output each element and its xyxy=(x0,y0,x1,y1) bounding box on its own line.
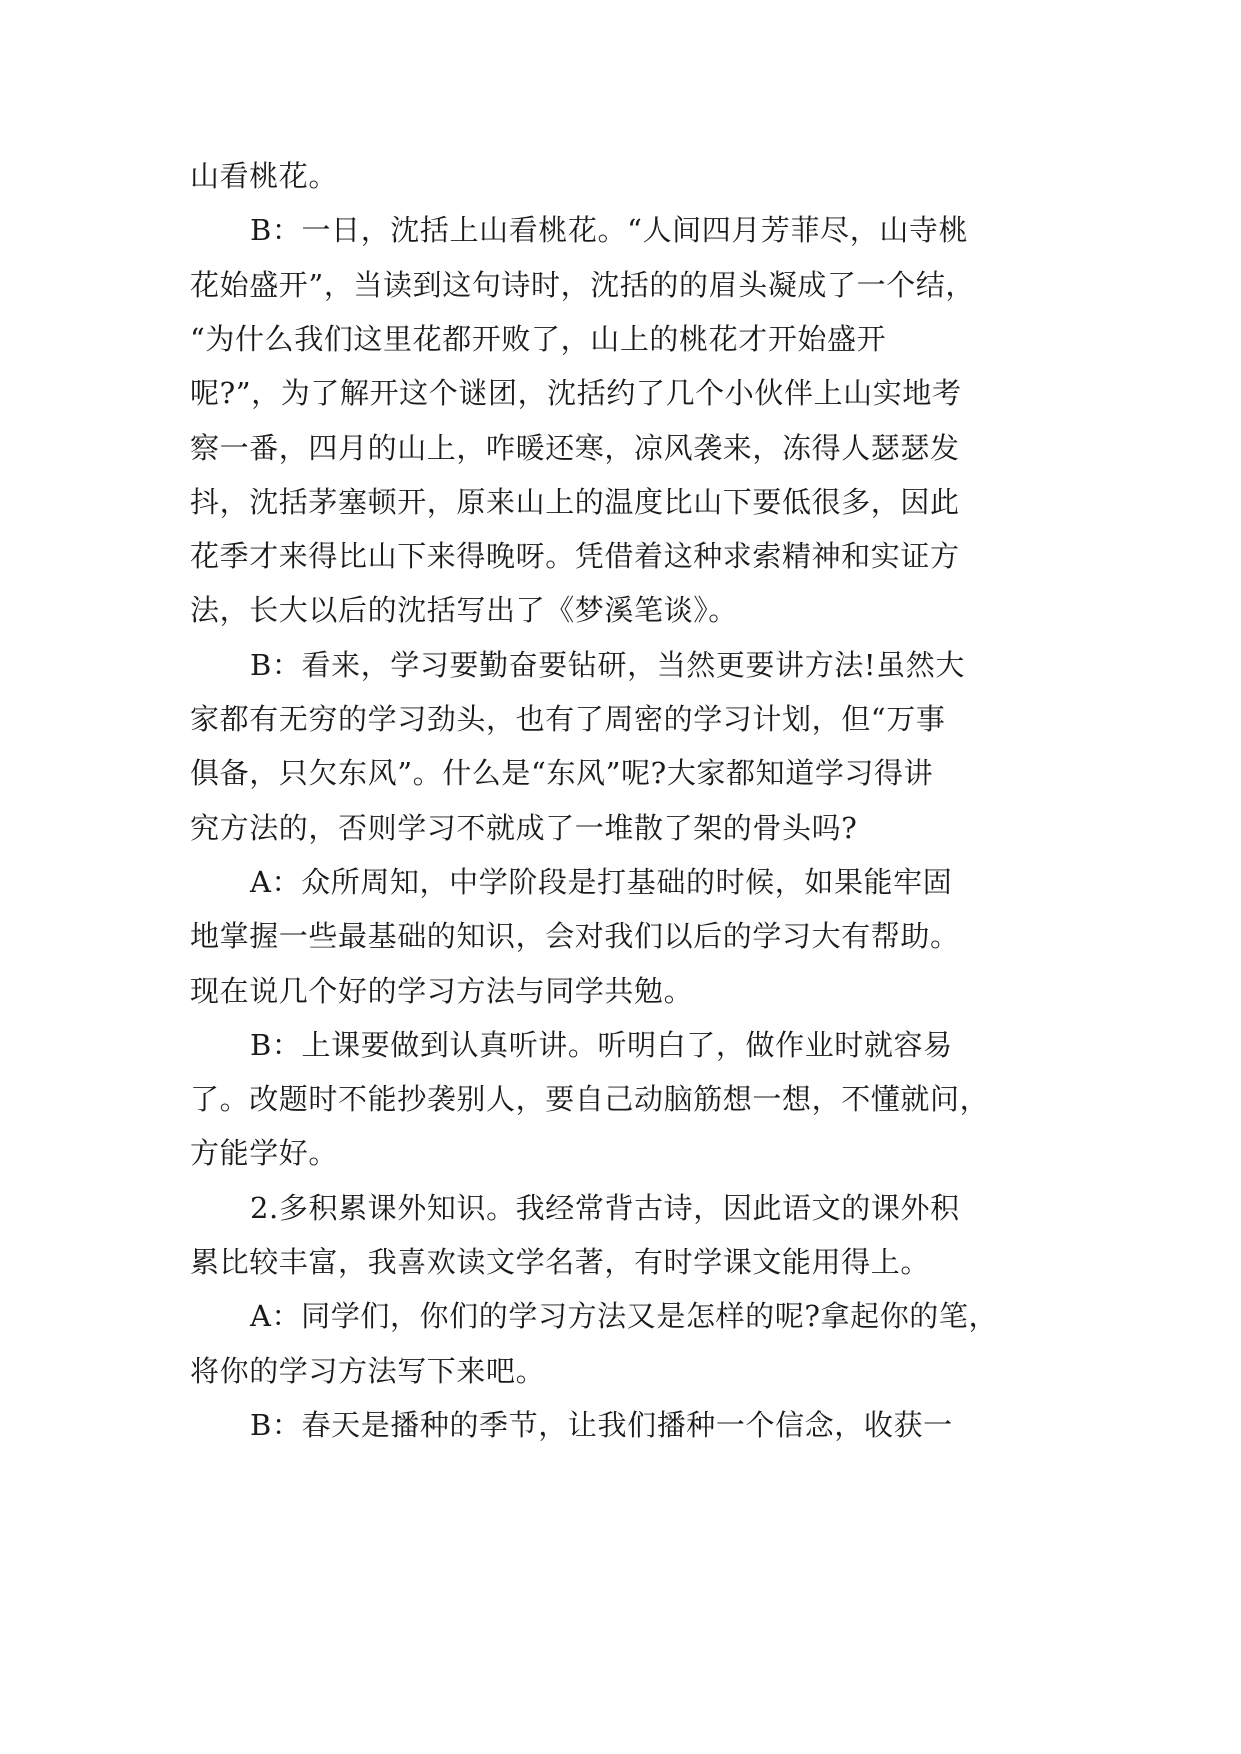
text-line: 累比较丰富，我喜欢读文学名著，有时学课文能用得上。 xyxy=(190,1245,931,1279)
text-line: 了。改题时不能抄袭别人，要自己动脑筋想一想，不懂就问， xyxy=(190,1082,990,1117)
text-line: A：同学们，你们的学习方法又是怎样的呢?拿起你的笔， xyxy=(250,1299,999,1334)
text-line: 呢?”，为了解开这个谜团，沈括约了几个小伙伴上山实地考 xyxy=(190,376,962,411)
text-line: 将你的学习方法写下来吧。 xyxy=(190,1353,546,1388)
text-line: 究方法的，否则学习不就成了一堆散了架的骨头吗? xyxy=(190,810,858,845)
text-line: 现在说几个好的学习方法与同学共勉。 xyxy=(190,973,694,1008)
text-line: B：上课要做到认真听讲。听明白了，做作业时就容易 xyxy=(250,1027,953,1062)
text-line: B：春天是播种的季节，让我们播种一个信念，收获一 xyxy=(250,1407,953,1442)
text-line: B：一日，沈括上山看桃花。“人间四月芳菲尽，山寺桃 xyxy=(250,213,969,248)
text-line: 地掌握一些最基础的知识，会对我们以后的学习大有帮助。 xyxy=(190,919,960,954)
text-line: 花季才来得比山下来得晚呀。凭借着这种求索精神和实证方 xyxy=(190,539,960,574)
text-line: A：众所周知，中学阶段是打基础的时候，如果能牢固 xyxy=(250,864,953,899)
text-line: B：看来，学习要勤奋要钻研，当然更要讲方法!虽然大 xyxy=(250,647,965,682)
text-line: 法，长大以后的沈括写出了《梦溪笔谈》。 xyxy=(190,593,738,628)
text-line: 家都有无穷的学习劲头，也有了周密的学习计划，但“万事 xyxy=(190,702,946,736)
text-line: 方能学好。 xyxy=(190,1136,339,1171)
text-line: 2.多积累课外知识。我经常背古诗，因此语文的课外积 xyxy=(250,1190,960,1225)
text-line: 花始盛开”，当读到这句诗时，沈括的的眉头凝成了一个结， xyxy=(190,267,976,302)
text-line: 察一番，四月的山上，咋暖还寒，凉风袭来，冻得人瑟瑟发 xyxy=(190,430,960,465)
text-line: 俱备，只欠东风”。什么是“东风”呢?大家都知道学习得讲 xyxy=(190,756,934,791)
text-line: “为什么我们这里花都开败了，山上的桃花才开始盛开 xyxy=(190,321,887,356)
text-line: 山看桃花。 xyxy=(190,159,339,193)
text-line: 抖，沈括茅塞顿开，原来山上的温度比山下要低很多，因此 xyxy=(190,484,960,519)
